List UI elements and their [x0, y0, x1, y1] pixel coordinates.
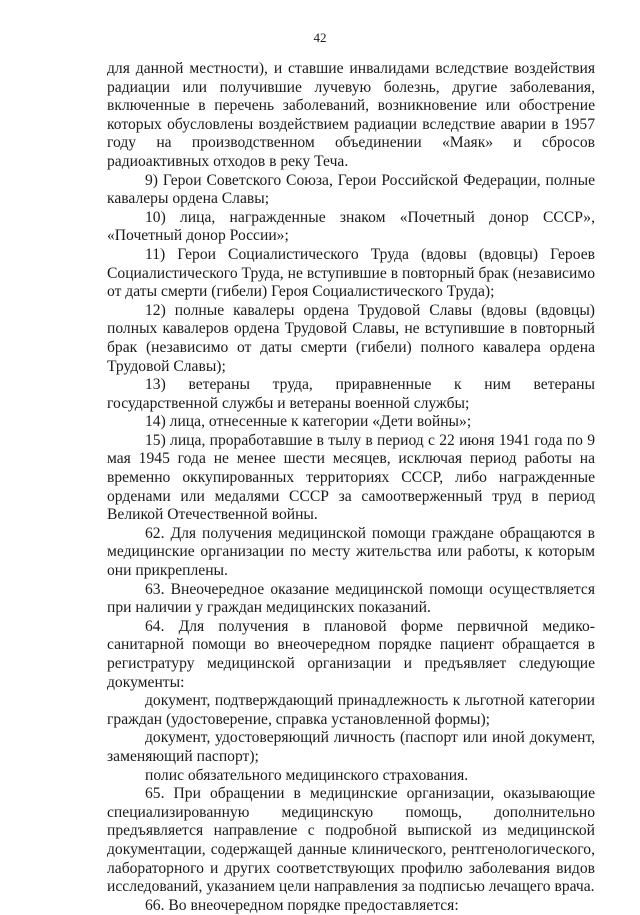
- clause-63: 63. Внеочередное оказание медицинской помощи осуществляется при наличии у граждан медицинских показаний.: [107, 580, 595, 617]
- document-item-benefit-proof: документ, подтверждающий принадлежность к льготной категории граждан (удостоверение, справка установленной формы);: [107, 692, 595, 728]
- list-item-13: 13) ветераны труда, приравненные к ним ветераны государственной службы и ветераны военной службы;: [107, 376, 595, 412]
- list-item-9: 9) Герои Советского Союза, Герои Российской Федерации, полные кавалеры ордена Славы;: [107, 171, 595, 208]
- document-item-identity: документ, удостоверяющий личность (паспорт или иной документ, заменяющий паспорт);: [107, 729, 595, 765]
- list-item-10: 10) лица, награжденные знаком «Почетный донор СССР», «Почетный донор России»;: [107, 208, 595, 245]
- clause-64: 64. Для получения в плановой форме первичной медико-санитарной помощи во внеочередном порядке пациент обращается в регистратуру медицинской организации и предъявляет следующие документы:: [107, 617, 595, 691]
- clause-66: 66. Во внеочередном порядке предоставляется:: [145, 896, 459, 914]
- list-item-11: 11) Герои Социалистического Труда (вдовы (вдовцы) Героев Социалистического Труда, не вступившие в повторный брак (независимо от даты смерти (гибели) Героя Социалистического Труда);: [107, 245, 595, 301]
- list-item-15: 15) лица, проработавшие в тылу в период с 22 июня 1941 года по 9 мая 1945 года не менее шести месяцев, исключая период работы на временно оккупированных территориях СССР, либо награжденные орденами или медалями СССР за самоотверженный труд в период Великой Отечественной войны.: [107, 431, 595, 524]
- clause-65: 65. При обращении в медицинские организации, оказывающие специализированную медицинскую помощь, дополнительно предъявляется направление с подробной выпиской из медицинской документации, содержащей данные клинического, рентгенологического, лабораторного и других соответствующих профилю заболевания видов исследований, указанием цели направления за подписью лечащего врача.: [107, 785, 595, 896]
- list-item-12: 12) полные кавалеры ордена Трудовой Славы (вдовы (вдовцы) полных кавалеров ордена Трудовой Славы, не вступившие в повторный брак (независимо от даты смерти (гибели) полного кавалера ордена Трудовой Славы);: [107, 301, 595, 375]
- list-item-14: 14) лица, отнесенные к категории «Дети войны»;: [145, 413, 472, 431]
- paragraph-continuation: для данной местности), и ставшие инвалидами вследствие воздействия радиации или получившие лучевую болезнь, другие заболевания, включенные в перечень заболеваний, возникновение или обострение которых обусловлены воздействием радиации вследствие аварии в 1957 году на производственном объединении «Маяк» и сбросов радиоактивных отходов в реку Теча.: [107, 60, 595, 170]
- clause-62: 62. Для получения медицинской помощи граждане обращаются в медицинские организации по месту жительства или работы, к которым они прикреплены.: [107, 524, 595, 580]
- page-number: 42: [313, 30, 327, 45]
- document-item-insurance-policy: полис обязательного медицинского страхования.: [145, 766, 469, 784]
- document-body: [107, 60, 595, 915]
